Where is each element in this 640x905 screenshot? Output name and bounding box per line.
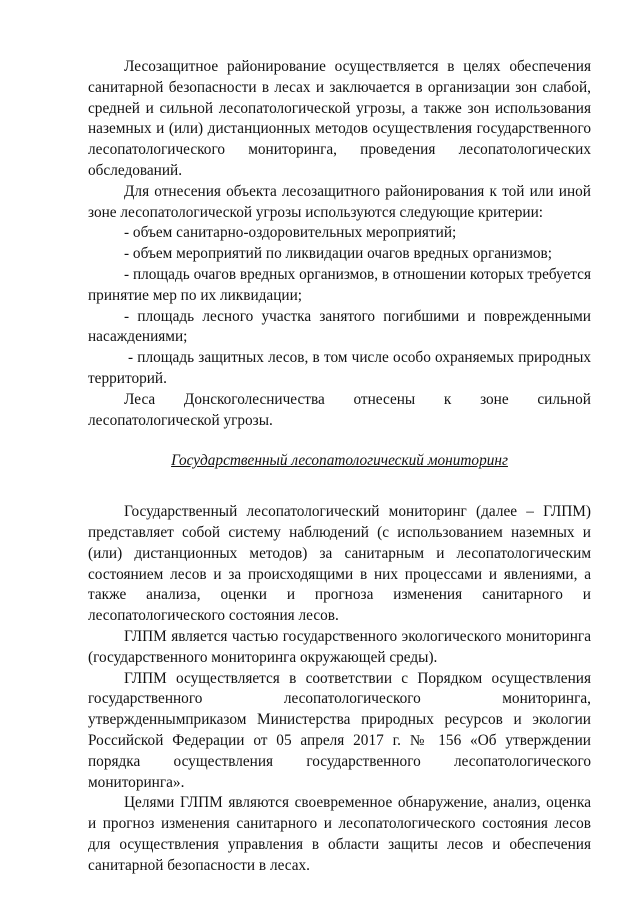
criteria-item: - объем мероприятий по ликвидации очагов вредных организмов; (124, 245, 553, 263)
document-body (88, 57, 591, 876)
criteria-item: - площадь защитных лесов, в том числе особо охраняемых природных территорий. (88, 349, 591, 387)
glpm-part-paragraph: ГЛПМ является частью государственного экологического мониторинга (государственного мониторинга окружающей среды). (88, 627, 591, 666)
criteria-item: - площадь лесного участка занятого погибшими и поврежденными насаждениями; (88, 307, 591, 346)
glpm-definition-paragraph: Государственный лесопатологический мониторинг (далее – ГЛПМ) представляет собой систему наблюдений (с использованием наземных и (или) дистанционных методов) за санитарным и лесопатологическим состоянием лесов и за происходящими в них процессами и явлениями, а также анализа, оценки и прогноза изменения санитарного и лесопатологического состояния лесов. (88, 503, 591, 625)
section-heading: Государственный лесопатологический мониторинг (171, 452, 508, 470)
zoning-paragraph: Лесозащитное районирование осуществляется в целях обеспечения санитарной безопасности в лесах и заключается в организации зон слабой, средней и сильной лесопатологической угрозы, а также зон использования наземных и (или) дистанционных методов осуществления государственного лесопатологического мониторинга, проведения лесопатологических обследований. (88, 58, 591, 179)
glpm-order-paragraph: ГЛПМ осуществляется в соответствии с Порядком осуществления государственного лесопатологического мониторинга, утвержденнымприказом Министерства природных ресурсов и экологии Российской Федерации от 05 апреля 2017 г. № 156 «Об утверждении порядка осуществления государственного лесопатологического мониторинга». (88, 669, 591, 791)
forestry-zone-paragraph: Леса Донскоголесничества отнесены к зоне сильной лесопатологической угрозы. (88, 390, 591, 429)
criteria-item: - площадь очагов вредных организмов, в отношении которых требуется принятие мер по их ликвидации; (88, 265, 591, 304)
glpm-goals-paragraph: Целями ГЛПМ являются своевременное обнаружение, анализ, оценка и прогноз изменения санитарного и лесопатологического состояния лесов для осуществления управления в области защиты лесов и обеспечения санитарной безопасности в лесах. (88, 794, 591, 874)
criteria-intro-paragraph: Для отнесения объекта лесозащитного районирования к той или иной зоне лесопатологической угрозы используются следующие критерии: (88, 182, 591, 221)
criteria-item: - объем санитарно-оздоровительных мероприятий; (124, 224, 457, 242)
